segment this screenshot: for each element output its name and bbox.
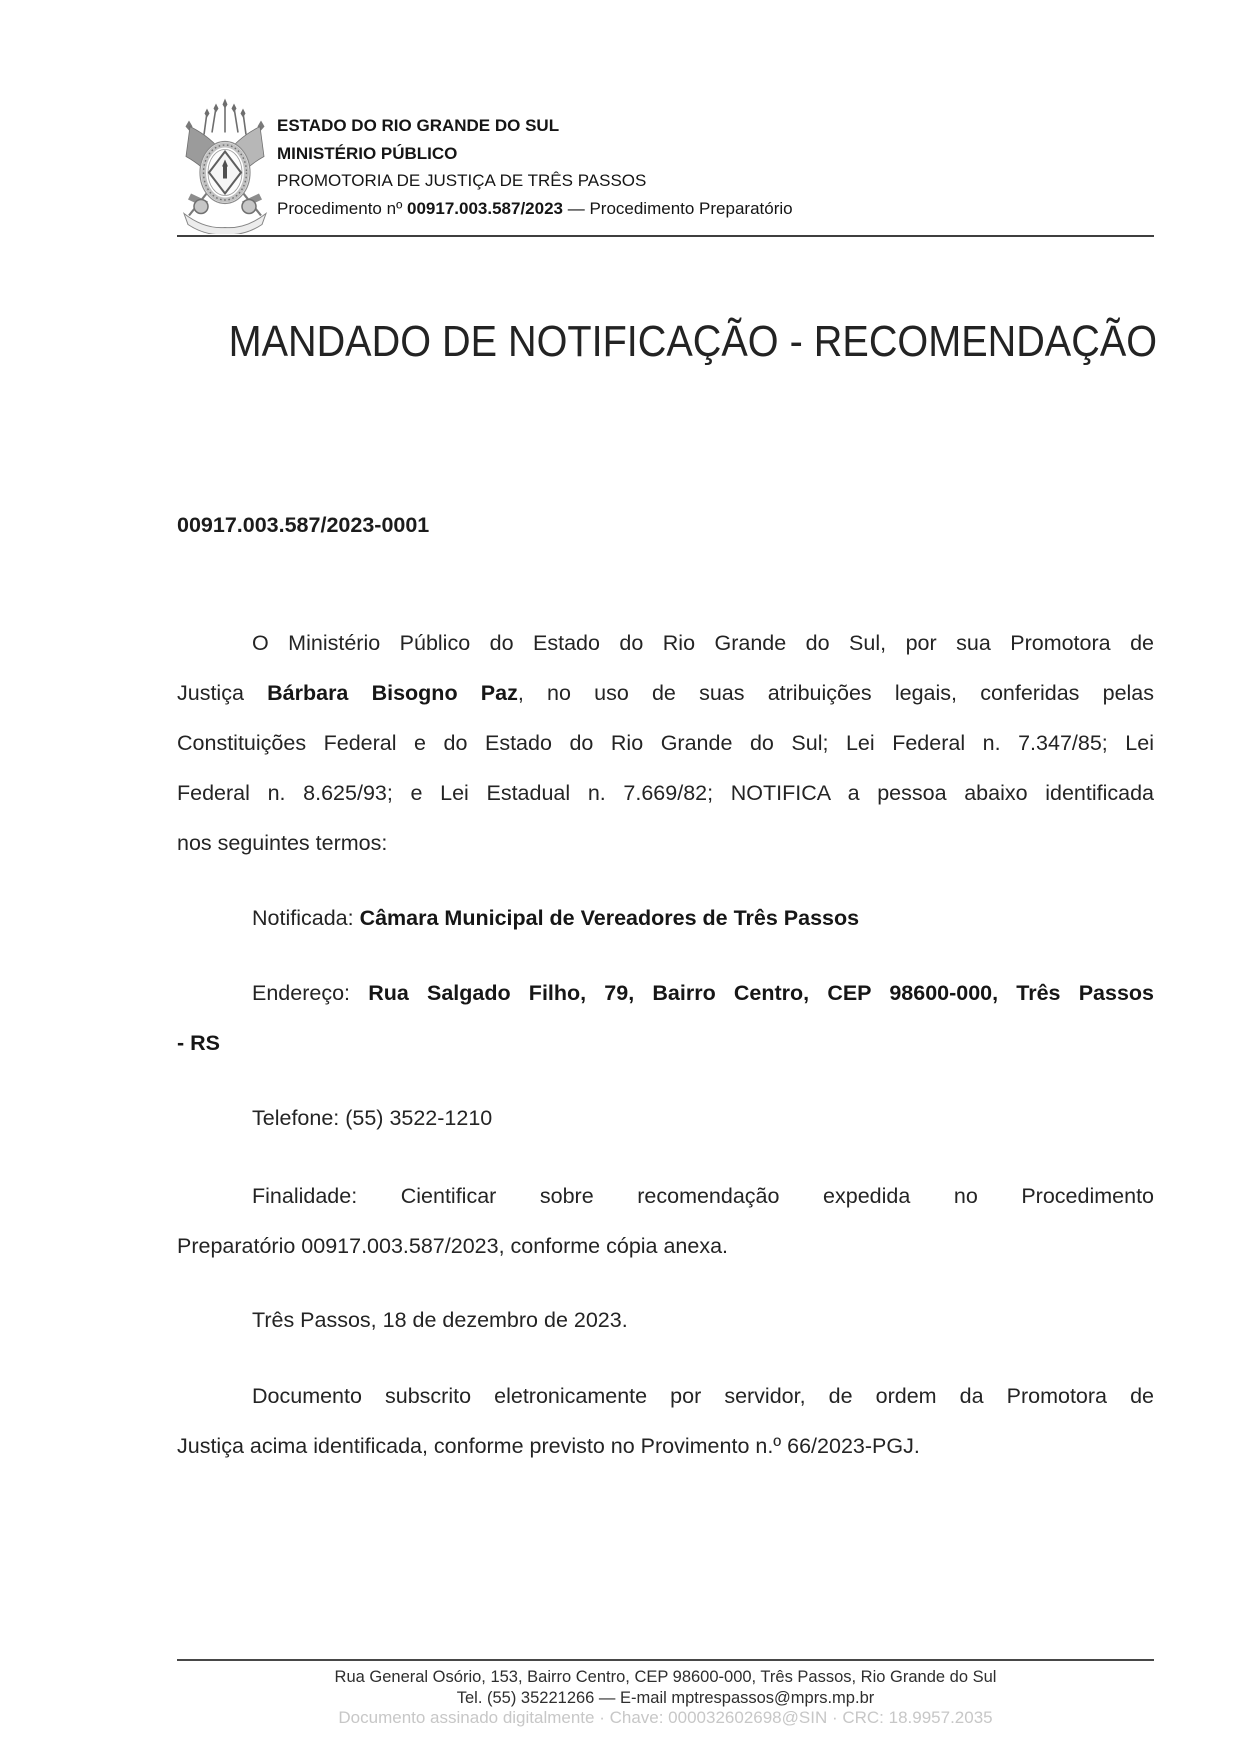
text-line [177, 818, 1154, 868]
text: Telefone: (55) 3522-1210 [252, 1106, 493, 1130]
text: , no uso de suas atribuições legais, conferidas pelas [517, 681, 1155, 705]
text: Preparatório 00917.003.587/2023, conforme cópia anexa. [177, 1234, 729, 1258]
signature-note-paragraph [177, 1371, 1154, 1471]
bold-text: Bárbara Bisogno Paz [267, 681, 518, 705]
footer-contact: Tel. (55) 35221266 — E-mail mptrespassos@mprs.mp.br [456, 1688, 875, 1707]
text-line [177, 1221, 1154, 1271]
document-body [177, 0, 1158, 1754]
phone-paragraph [177, 1093, 1154, 1143]
text-line [177, 968, 1154, 1018]
text-line [177, 893, 1154, 943]
text: Finalidade: Cientificar sobre recomendação expedida no Procedimento [252, 1184, 1154, 1208]
text-line [177, 1371, 1154, 1421]
purpose-paragraph [177, 1171, 1154, 1271]
text-line [177, 618, 1154, 668]
document-title: MANDADO DE NOTIFICAÇÃO - RECOMENDAÇÃO [228, 317, 1158, 366]
text-line [177, 1093, 1154, 1143]
reference-number: 00917.003.587/2023-0001 [177, 513, 430, 537]
text: Justiça [177, 681, 268, 705]
procedure-label: Procedimento nº [277, 198, 407, 218]
digital-signature-line: Documento assinado digitalmente · Chave: 000032602698@SIN · CRC: 18.9957.2035 [338, 1708, 993, 1727]
bold-text: Câmara Municipal de Vereadores de Três Passos [359, 906, 860, 930]
text: nos seguintes termos: [177, 831, 388, 855]
text-line [177, 718, 1154, 768]
text-line [177, 1295, 1154, 1345]
procedure-suffix: — Procedimento Preparatório [563, 198, 793, 218]
text: Notificada: [252, 906, 360, 930]
footer [177, 1667, 1154, 1729]
text-line [177, 668, 1154, 718]
text-line [177, 768, 1154, 818]
footer-address: Rua General Osório, 153, Bairro Centro, CEP 98600-000, Três Passos, Rio Grande do Sul [334, 1668, 997, 1686]
bold-text: - RS [177, 1031, 220, 1055]
text: Endereço: [252, 981, 369, 1005]
text: Três Passos, 18 de dezembro de 2023. [252, 1308, 628, 1332]
text: Constituições Federal e do Estado do Rio Grande do Sul; Lei Federal n. 7.347/85; Lei [177, 731, 1154, 755]
text: Documento subscrito eletronicamente por servidor, de ordem da Promotora de [252, 1384, 1154, 1408]
text: Federal n. 8.625/93; e Lei Estadual n. 7.669/82; NOTIFICA a pessoa abaixo identificada [177, 781, 1154, 805]
text-line [177, 1018, 1154, 1068]
text-line [177, 1421, 1154, 1471]
intro-paragraph [177, 618, 1154, 868]
text-line [177, 1171, 1154, 1221]
procedure-number: 00917.003.587/2023 [407, 198, 563, 218]
text: Justiça acima identificada, conforme previsto no Provimento n.º 66/2023-PGJ. [177, 1434, 920, 1458]
notified-paragraph [177, 893, 1154, 943]
footer-divider [177, 1659, 1154, 1661]
dateline-paragraph [177, 1295, 1154, 1345]
header-office: PROMOTORIA DE JUSTIÇA DE TRÊS PASSOS [277, 171, 647, 190]
header-state: ESTADO DO RIO GRANDE DO SUL [277, 116, 560, 135]
bold-text: Rua Salgado Filho, 79, Bairro Centro, CEP 98600-000, Três Passos [368, 981, 1155, 1005]
text: O Ministério Público do Estado do Rio Grande do Sul, por sua Promotora de [252, 631, 1154, 655]
address-paragraph [177, 968, 1154, 1068]
header-institution: MINISTÉRIO PÚBLICO [277, 143, 458, 163]
